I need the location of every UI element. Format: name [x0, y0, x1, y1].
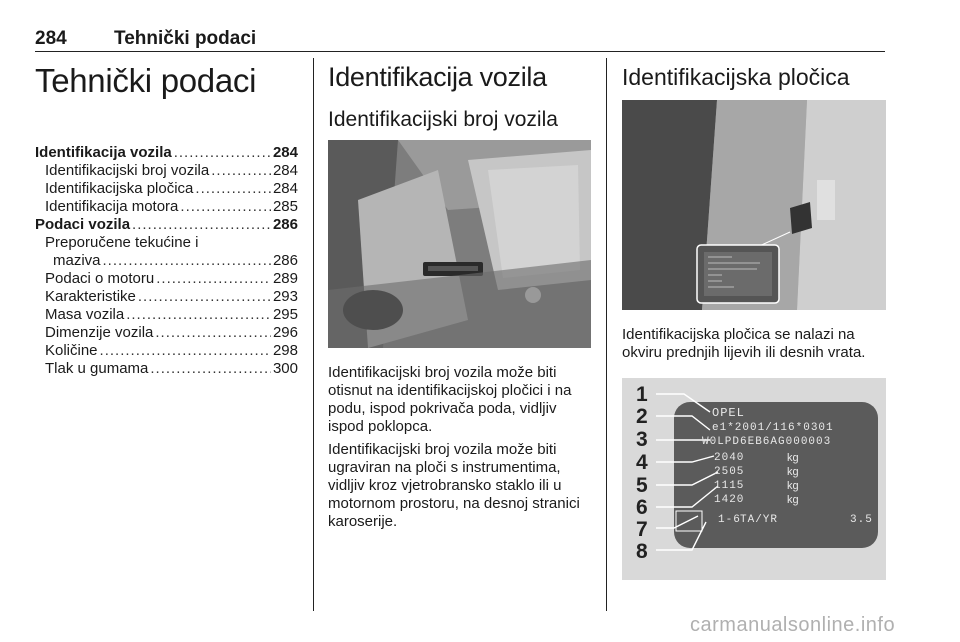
- plate-weight-2: 2505: [714, 466, 745, 478]
- callout-1: 1: [636, 383, 648, 406]
- toc-entry: [35, 234, 298, 252]
- toc-entry-label: Masa vozila: [45, 306, 125, 323]
- toc-entry-page: 293: [272, 288, 298, 305]
- toc-entry-page: 284: [272, 180, 298, 197]
- plate-unit: kg: [787, 480, 799, 492]
- plate-code: 1-6: [718, 514, 741, 526]
- callout-7: 7: [636, 518, 648, 541]
- plate-type-code: TA/YR: [740, 514, 779, 526]
- plate-approval-number: e1*2001/116*0301: [712, 422, 834, 434]
- plate-weight-1: 2040: [714, 452, 745, 464]
- paragraph: Identifikacijski broj vozila može biti ugraviran na ploči s instrumentima, vidljiv kroz vjetrobransko staklo ili u motornom prostoru, na desnoj stranici karoserije.: [328, 441, 580, 530]
- id-plate-diagram: [622, 378, 886, 580]
- toc-entry-label: Identifikacija vozila: [35, 144, 172, 161]
- toc-leader-dots: [174, 144, 271, 162]
- toc-entry-label: Identifikacija motora: [45, 198, 179, 215]
- paragraph: Identifikacijski broj vozila može biti otisnut na identifikacijskoj pločici i na podu, ispod pokrivača poda, vidljiv ispod poklopca.: [328, 364, 572, 435]
- running-title: Tehnički podaci: [114, 28, 257, 49]
- toc-entry-label: Preporučene tekućine i: [45, 234, 199, 251]
- plate-caption: [622, 326, 888, 367]
- callout-2: 2: [636, 405, 648, 428]
- callout-5: 5: [636, 474, 648, 497]
- plate-weight-4: 1420: [714, 494, 745, 506]
- plate-unit: kg: [787, 494, 799, 506]
- section-title-plate: Identifikacijska pločica: [622, 64, 850, 90]
- toc-entry-page: 298: [272, 342, 298, 359]
- toc-entry[interactable]: [35, 360, 298, 378]
- toc-entry-page: 296: [272, 324, 298, 341]
- toc-leader-dots: [150, 360, 271, 378]
- toc-leader-dots: [138, 288, 271, 306]
- vin-description: [328, 364, 594, 536]
- plate-vin: W0LPD6EB6AG000003: [702, 436, 832, 448]
- toc-entry[interactable]: [35, 288, 298, 306]
- toc-entry-page: 286: [272, 252, 298, 269]
- plate-weight-3: 1115: [714, 480, 745, 492]
- toc-entry-page: 289: [272, 270, 298, 287]
- toc-entry-page: 284: [272, 162, 298, 179]
- toc-entry-page: 286: [272, 216, 298, 233]
- callout-8: 8: [636, 540, 648, 563]
- column-divider: [313, 58, 314, 611]
- toc-leader-dots: [126, 306, 271, 324]
- toc-entry[interactable]: [35, 324, 298, 342]
- toc-entry-label: Identifikacijska pločica: [45, 180, 194, 197]
- page-number: 284: [35, 28, 67, 49]
- toc-leader-dots: [195, 180, 271, 198]
- toc-entry[interactable]: [35, 162, 298, 180]
- toc-entry-label: Količine: [45, 342, 98, 359]
- toc-entry-label: Tlak u gumama: [45, 360, 149, 377]
- plate-brand: OPEL: [712, 406, 745, 420]
- toc-entry[interactable]: [35, 306, 298, 324]
- plate-corner-mark: 3.5: [850, 514, 873, 526]
- callout-4: 4: [636, 451, 648, 474]
- toc-entry-page: 300: [272, 360, 298, 377]
- subsection-title: Identifikacijski broj vozila: [328, 108, 558, 131]
- toc-entry[interactable]: [35, 252, 298, 270]
- toc-entry-label: maziva: [53, 252, 101, 269]
- toc-entry-label: Podaci o motoru: [45, 270, 155, 287]
- chapter-title: Tehnički podaci: [35, 62, 257, 99]
- paragraph: Identifikacijska pločica se nalazi na okviru prednjih lijevih ili desnih vrata.: [622, 326, 866, 361]
- toc-entry[interactable]: [35, 342, 298, 360]
- watermark: carmanualsonline.info: [690, 614, 896, 636]
- door-frame-photo: [622, 100, 886, 310]
- toc-entry-label: Podaci vozila: [35, 216, 131, 233]
- toc-leader-dots: [100, 342, 271, 360]
- callout-6: 6: [636, 496, 648, 519]
- toc-entry-label: Identifikacijski broj vozila: [45, 162, 210, 179]
- column-divider: [606, 58, 607, 611]
- toc-leader-dots: [132, 216, 271, 234]
- callout-3: 3: [636, 428, 648, 451]
- running-header: [35, 28, 885, 52]
- toc-entry[interactable]: [35, 180, 298, 198]
- toc-entry[interactable]: [35, 216, 298, 234]
- toc-leader-dots: [103, 252, 271, 270]
- toc-entry[interactable]: [35, 144, 298, 162]
- section-title: Identifikacija vozila: [328, 62, 547, 92]
- table-of-contents: [35, 144, 298, 378]
- toc-entry-label: Dimenzije vozila: [45, 324, 154, 341]
- toc-leader-dots: [180, 198, 271, 216]
- toc-entry-page: 295: [272, 306, 298, 323]
- toc-entry[interactable]: [35, 270, 298, 288]
- toc-leader-dots: [211, 162, 271, 180]
- toc-entry-page: 285: [272, 198, 298, 215]
- toc-leader-dots: [155, 324, 271, 342]
- toc-leader-dots: [156, 270, 271, 288]
- plate-unit: kg: [787, 466, 799, 478]
- toc-entry-page: 284: [272, 144, 298, 161]
- plate-unit: kg: [787, 452, 799, 464]
- toc-entry-label: Karakteristike: [45, 288, 136, 305]
- toc-entry[interactable]: [35, 198, 298, 216]
- vin-floor-photo: [328, 140, 591, 348]
